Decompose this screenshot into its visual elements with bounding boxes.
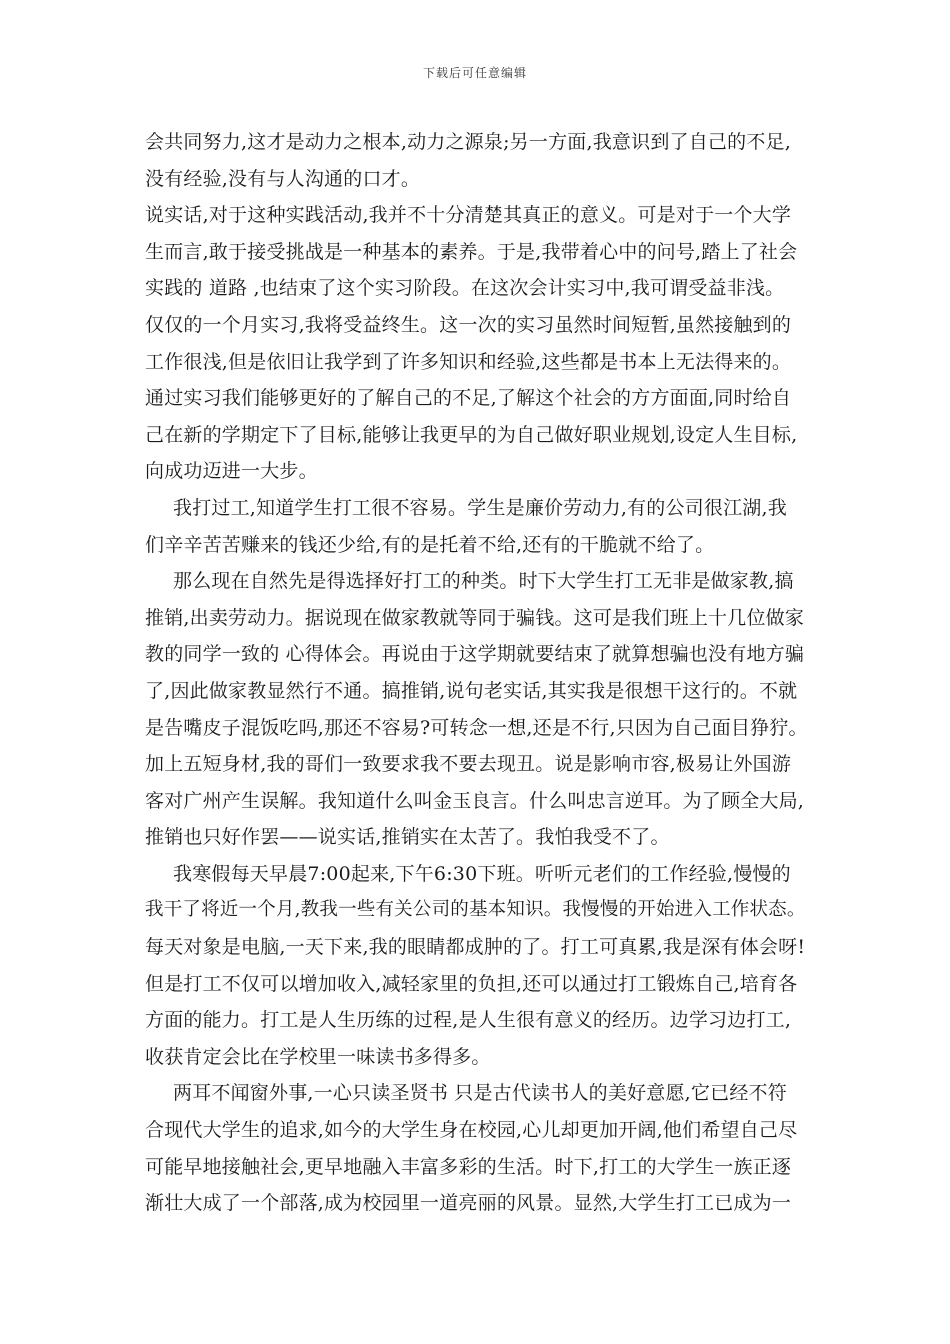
text-line: 通过实习我们能够更好的了解自己的不足,了解这个社会的方方面面,同时给自 [145, 387, 792, 410]
text-line: 向成功迈进一大步。 [145, 460, 318, 483]
text-line: 方面的能力。打工是人生历练的过程,是人生很有意义的经历。边学习边打工, [145, 1009, 792, 1032]
text-line: 我干了将近一个月,教我一些有关公司的基本知识。我慢慢的开始进入工作状态。 [145, 899, 806, 921]
text-line: 收获肯定会比在学校里一味读书多得多。 [145, 1045, 491, 1068]
text-line: 我寒假每天早晨7:00起来,下午6:30下班。听听元老们的工作经验,慢慢的 [173, 862, 791, 885]
text-line: 推销也只好作罢——说实话,推销实在太苦了。我怕我受不了。 [145, 826, 670, 849]
text-line: 生而言,敢于接受挑战是一种基本的素养。于是,我带着心中的问号,踏上了社会 [145, 240, 798, 263]
text-line: 可能早地接触社会,更早地融入丰富多彩的生活。时下,打工的大学生一族正逐 [145, 1155, 792, 1178]
text-line: 两耳不闻窗外事,一心只读圣贤书 只是古代读书人的美好意愿,它已经不符 [173, 1082, 787, 1105]
text-line: 了,因此做家教显然行不通。搞推销,说句老实话,其实我是很想干这行的。不就 [145, 679, 798, 702]
document-body [145, 124, 810, 1222]
text-line: 己在新的学期定下了目标,能够让我更早的为自己做好职业规划,设定人生目标, [145, 423, 798, 446]
text-line: 是告嘴皮子混饭吃吗,那还不容易?可转念一想,还是不行,只因为自己面目狰狞。 [145, 716, 808, 739]
text-line: 那么现在自然先是得选择好打工的种类。时下大学生打工无非是做家教,搞 [173, 570, 794, 593]
page-header: 下载后可任意编辑 [422, 66, 527, 80]
text-line: 推销,出卖劳动力。据说现在做家教就等同于骗钱。这可是我们班上十几位做家 [145, 606, 805, 629]
text-line: 渐壮大成了一个部落,成为校园里一道亮丽的风景。显然,大学生打工已成为一 [145, 1192, 792, 1215]
text-line: 但是打工不仅可以增加收入,减轻家里的负担,还可以通过打工锻炼自己,培育各 [145, 972, 798, 995]
text-line: 加上五短身材,我的哥们一致要求我不要去现丑。说是影响市容,极易让外国游 [145, 753, 792, 776]
text-line: 合现代大学生的追求,如今的大学生身在校园,心儿却更加开阔,他们希望自己尽 [145, 1119, 798, 1142]
text-line: 会共同努力,这才是动力之根本,动力之源泉;另一方面,我意识到了自己的不足, [145, 131, 791, 153]
text-line: 客对广州产生误解。我知道什么叫金玉良言。什么叫忠言逆耳。为了顾全大局, [145, 789, 805, 812]
text-line: 每天对象是电脑,一天下来,我的眼睛都成肿的了。打工可真累,我是深有体会呀! [145, 936, 806, 959]
text-line: 仅仅的一个月实习,我将受益终生。这一次的实习虽然时间短暂,虽然接触到的 [145, 313, 792, 336]
text-line: 我打过工,知道学生打工很不容易。学生是廉价劳动力,有的公司很江湖,我 [173, 496, 787, 519]
text-line: 工作很浅,但是依旧让我学到了许多知识和经验,这些都是书本上无法得来的。 [145, 350, 792, 373]
text-line: 们辛辛苦苦赚来的钱还少给,有的是托着不给,还有的干脆就不给了。 [145, 533, 715, 556]
text-line: 实践的 道路 ,也结束了这个实习阶段。在这次会计实习中,我可谓受益非浅。 [145, 277, 785, 300]
text-line: 说实话,对于这种实践活动,我并不十分清楚其真正的意义。可是对于一个大学 [145, 204, 792, 227]
text-line: 教的同学一致的 心得体会。再说由于这学期就要结束了就算想骗也没有地方骗 [145, 643, 805, 666]
text-line: 没有经验,没有与人沟通的口才。 [145, 167, 421, 190]
